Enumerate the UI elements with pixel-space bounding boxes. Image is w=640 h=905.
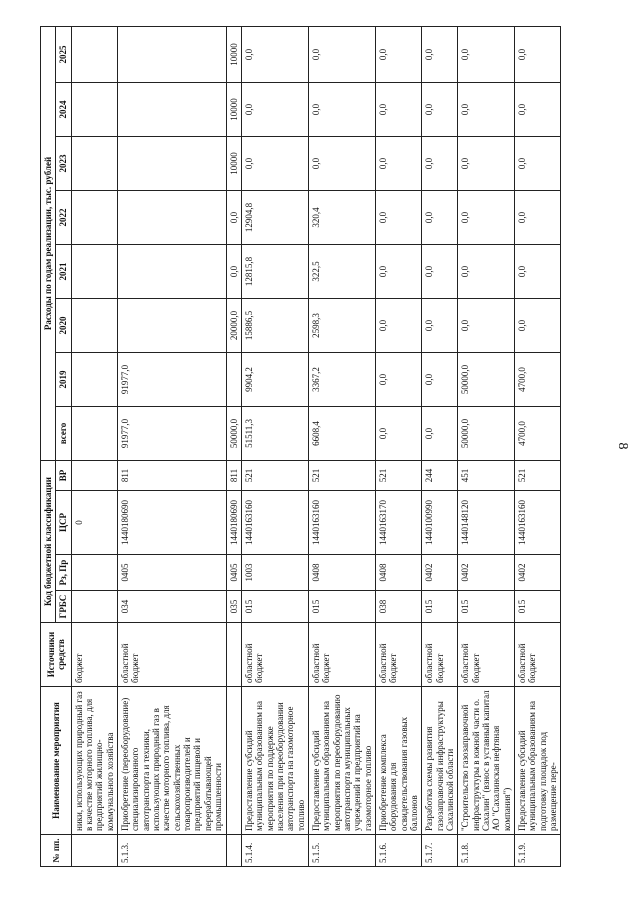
year-2019-value [71, 352, 117, 406]
year-2024-value: 0,0 [515, 82, 561, 136]
year-2021-value: 0,0 [226, 244, 241, 298]
header-year: 2019 [56, 352, 71, 406]
year-2021-value: 0,0 [515, 244, 561, 298]
year-2022-value [71, 190, 117, 244]
vr-code [71, 460, 117, 490]
year-2020-value [118, 298, 226, 352]
total-value: 6608,4 [308, 406, 375, 460]
header-name: Наименование мероприятия [41, 687, 72, 835]
year-2022-value: 0,0 [458, 190, 515, 244]
header-grbs: ГРБС [56, 591, 71, 623]
year-2019-value: 50000,0 [458, 352, 515, 406]
year-2022-value: 0,0 [226, 190, 241, 244]
year-2019-value: 0,0 [422, 352, 458, 406]
activity-name: Разработка схемы развития газозаправочной инфраструктуры Сахалинской области [422, 687, 458, 835]
year-2025-value: 0,0 [375, 26, 421, 82]
vr-code: 521 [515, 460, 561, 490]
year-2023-value: 0,0 [375, 136, 421, 190]
year-2024-value: 0,0 [458, 82, 515, 136]
total-value: 91977,0 [118, 406, 226, 460]
table-row [375, 26, 421, 866]
vr-code: 451 [458, 460, 515, 490]
year-2025-value: 0,0 [515, 26, 561, 82]
funding-source: областной бюджет [308, 623, 375, 687]
rzpr-code: 0402 [422, 555, 458, 591]
rzpr-code: 0408 [308, 555, 375, 591]
year-2020-value: 0,0 [422, 298, 458, 352]
table-body [71, 26, 561, 866]
year-2025-value: 0,0 [422, 26, 458, 82]
header-year: 2025 [56, 26, 71, 82]
activity-name: Предоставление субсидий муниципальным образованиям на мероприятия по поддержке населения при переоборудовании автотранспорта на газомоторное топливо [241, 687, 308, 835]
header-expenses: Расходы по годам реализации, тыс. рублей [41, 26, 56, 460]
year-2021-value: 322,5 [308, 244, 375, 298]
table-row [71, 26, 117, 866]
year-2025-value: 0,0 [308, 26, 375, 82]
year-2020-value: 0,0 [515, 298, 561, 352]
year-2024-value: 0,0 [241, 82, 308, 136]
csr-code: 1440180690 [118, 491, 226, 555]
header-csr: ЦСР [56, 491, 71, 555]
year-2023-value [118, 136, 226, 190]
header-source: Источники средств [41, 623, 72, 687]
year-2019-value: 91977,0 [118, 352, 226, 406]
rzpr-code: 0405 [226, 555, 241, 591]
funding-source: областной бюджет [375, 623, 421, 687]
table-row [308, 26, 375, 866]
year-2022-value: 0,0 [515, 190, 561, 244]
year-2023-value: 0,0 [422, 136, 458, 190]
rzpr-code: 0402 [515, 555, 561, 591]
year-2021-value: 12815,8 [241, 244, 308, 298]
year-2022-value: 320,4 [308, 190, 375, 244]
grbs-code: 015 [308, 591, 375, 623]
csr-code: 1440163160 [241, 491, 308, 555]
year-2025-value [71, 26, 117, 82]
csr-code: 1440163160 [515, 491, 561, 555]
csr-code: 1440163160 [308, 491, 375, 555]
total-value: 4700,0 [515, 406, 561, 460]
year-2019-value: 3367,2 [308, 352, 375, 406]
year-2025-value: 0,0 [241, 26, 308, 82]
page-number: 8 [615, 442, 630, 450]
year-2020-value: 0,0 [375, 298, 421, 352]
vr-code: 521 [308, 460, 375, 490]
year-2022-value: 12904,8 [241, 190, 308, 244]
activity-name [226, 687, 241, 835]
header-year: 2024 [56, 82, 71, 136]
funding-source: областной бюджет [515, 623, 561, 687]
rzpr-code: 0402 [458, 555, 515, 591]
vr-code: 811 [226, 460, 241, 490]
vr-code: 521 [375, 460, 421, 490]
grbs-code: 034 [118, 591, 226, 623]
year-2019-value: 4700,0 [515, 352, 561, 406]
csr-code: 1440100990 [422, 491, 458, 555]
year-2022-value: 0,0 [422, 190, 458, 244]
rzpr-code: 1003 [241, 555, 308, 591]
year-2020-value: 15886,5 [241, 298, 308, 352]
header-rzpr: Рз, Пр [56, 555, 71, 591]
table-row [515, 26, 561, 866]
grbs-code: 015 [515, 591, 561, 623]
table-row [118, 26, 226, 866]
header-num: № пп. [41, 835, 72, 867]
grbs-code [71, 591, 117, 623]
year-2024-value: 0,0 [375, 82, 421, 136]
year-2025-value: 0,0 [458, 26, 515, 82]
activity-name: Приобретение комплекса оборудования для освидетельствования газовых баллонов [375, 687, 421, 835]
grbs-code: 038 [375, 591, 421, 623]
year-2023-value: 0,0 [458, 136, 515, 190]
total-value [71, 406, 117, 460]
total-value: 0,0 [422, 406, 458, 460]
csr-code: 1440163170 [375, 491, 421, 555]
grbs-code: 015 [241, 591, 308, 623]
year-2024-value: 0,0 [422, 82, 458, 136]
year-2023-value [71, 136, 117, 190]
funding-source: областной бюджет [241, 623, 308, 687]
activity-name: Приобретение (переоборудование) специализированного автотранспорта и техники, использующих природный газ в качестве моторного топлива, для сельскохозяйственных товаропроизводителей и предприятий пищевой и перерабатывающей промышленности [118, 687, 226, 835]
year-2020-value [71, 298, 117, 352]
header-budget-code: Код бюджетной классификации [41, 460, 56, 622]
year-2022-value: 0,0 [375, 190, 421, 244]
rzpr-code: 0408 [375, 555, 421, 591]
year-2024-value [118, 82, 226, 136]
table-row [226, 26, 241, 866]
total-value: 50000,0 [458, 406, 515, 460]
row-number: 5.1.5. [308, 835, 375, 867]
year-2019-value: 0,0 [375, 352, 421, 406]
row-number [71, 835, 117, 867]
header-vr: ВР [56, 460, 71, 490]
row-number: 5.1.6. [375, 835, 421, 867]
year-2023-value: 0,0 [241, 136, 308, 190]
vr-code: 811 [118, 460, 226, 490]
row-number: 5.1.4. [241, 835, 308, 867]
row-number: 5.1.9. [515, 835, 561, 867]
header-year: 2021 [56, 244, 71, 298]
year-2021-value: 0,0 [422, 244, 458, 298]
year-2020-value: 2598,3 [308, 298, 375, 352]
funding-source: областной бюджет [118, 623, 226, 687]
year-2022-value [118, 190, 226, 244]
total-value: 50000,0 [226, 406, 241, 460]
expenses-table [40, 26, 561, 867]
year-2021-value [118, 244, 226, 298]
year-2019-value [226, 352, 241, 406]
vr-code: 244 [422, 460, 458, 490]
activity-name: Предоставление субсидий муниципальным образованиям на мероприятия по переоборудованию автотранспорта муниципальных учреждений и предприятий на газомоторное топливо [308, 687, 375, 835]
csr-code: 1440180690 [226, 491, 241, 555]
year-2024-value: 0,0 [308, 82, 375, 136]
grbs-code: 035 [226, 591, 241, 623]
rotated-table-container [40, 27, 560, 867]
activity-name: Предоставление субсидий муниципальным образованиям на подготовку площадок под размещение пере- [515, 687, 561, 835]
table-row [241, 26, 308, 866]
table-row [422, 26, 458, 866]
row-number: 5.1.8. [458, 835, 515, 867]
header-year: 2023 [56, 136, 71, 190]
year-2020-value: 20000,0 [226, 298, 241, 352]
rzpr-code: 0405 [118, 555, 226, 591]
funding-source: областной бюджет [458, 623, 515, 687]
row-number [226, 835, 241, 867]
year-2023-value: 10000 [226, 136, 241, 190]
total-value: 0,0 [375, 406, 421, 460]
rzpr-code [71, 555, 117, 591]
year-2025-value: 10000 [226, 26, 241, 82]
total-value: 51511,3 [241, 406, 308, 460]
grbs-code: 015 [458, 591, 515, 623]
year-2023-value: 0,0 [308, 136, 375, 190]
csr-code: 0 [71, 491, 117, 555]
header-year: 2020 [56, 298, 71, 352]
header-year: 2022 [56, 190, 71, 244]
year-2023-value: 0,0 [515, 136, 561, 190]
row-number: 5.1.7. [422, 835, 458, 867]
funding-source [226, 623, 241, 687]
row-number: 5.1.3. [118, 835, 226, 867]
table-row [458, 26, 515, 866]
activity-name: ники, использующих природный газ в качестве моторного топлива, для предприятий жилищно-коммунального хозяйства [71, 687, 117, 835]
funding-source: областной бюджет [422, 623, 458, 687]
activity-name: "Строительство газозаправочной инфраструктуры в южной части о. Сахалин" (взнос в уставный капитал АО "Сахалинская нефтяная компания") [458, 687, 515, 835]
year-2021-value: 0,0 [458, 244, 515, 298]
year-2019-value: 9904,2 [241, 352, 308, 406]
year-2021-value [71, 244, 117, 298]
year-2020-value: 0,0 [458, 298, 515, 352]
year-2025-value [118, 26, 226, 82]
header-total: всего [56, 406, 71, 460]
csr-code: 1440148120 [458, 491, 515, 555]
year-2021-value: 0,0 [375, 244, 421, 298]
year-2024-value: 10000 [226, 82, 241, 136]
vr-code: 521 [241, 460, 308, 490]
grbs-code: 015 [422, 591, 458, 623]
year-2024-value [71, 82, 117, 136]
funding-source: бюджет [71, 623, 117, 687]
